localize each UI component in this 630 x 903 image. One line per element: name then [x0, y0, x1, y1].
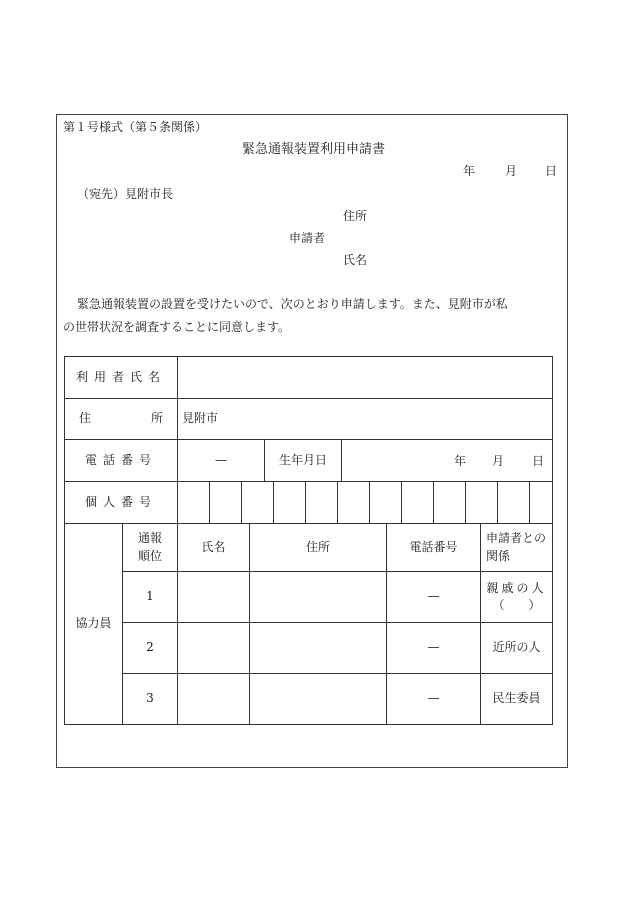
col-header-address: 住所: [249, 523, 387, 572]
body-text-line1: 緊急通報装置の設置を受けたいので、次のとおり申請します。また、見附市が私: [77, 297, 508, 311]
cooperator-name-field[interactable]: [177, 673, 250, 725]
col-header-order: 通報 順位: [122, 523, 178, 572]
phone-label: 電話番号: [64, 439, 178, 482]
col-header-relation: 申請者との 関係: [480, 523, 553, 572]
cooperator-label: 協力員: [64, 523, 123, 725]
form-number: 第１号様式（第５条関係）: [63, 120, 208, 134]
personal-number-digit[interactable]: [529, 481, 553, 524]
applicant-address-label: 住所: [343, 209, 368, 223]
cooperator-name-field[interactable]: [177, 571, 250, 623]
personal-number-digit[interactable]: [465, 481, 498, 524]
cooperator-phone-field[interactable]: —: [386, 622, 481, 674]
user-name-label: 利用者氏名: [64, 356, 178, 399]
personal-number-digit[interactable]: [305, 481, 338, 524]
form-title: 緊急通報装置利用申請書: [242, 142, 386, 157]
body-text-line2: の世帯状況を調査することに同意します。: [63, 320, 291, 334]
cooperator-relation: 近所の人: [480, 622, 553, 674]
birth-month: 月: [492, 454, 505, 468]
applicant-label: 申請者: [289, 231, 326, 245]
personal-number-digit[interactable]: [369, 481, 402, 524]
personal-number-digit[interactable]: [497, 481, 530, 524]
birthdate-label: 生年月日: [264, 439, 342, 482]
birth-day: 日: [532, 454, 545, 468]
personal-number-digit[interactable]: [433, 481, 466, 524]
phone-field[interactable]: —: [177, 439, 265, 482]
cooperator-phone-field[interactable]: —: [386, 673, 481, 725]
application-table: [65, 357, 553, 725]
birth-year: 年: [454, 454, 467, 468]
personal-number-digit[interactable]: [401, 481, 434, 524]
personal-number-label: 個人番号: [64, 481, 178, 524]
address-label: 住 所: [64, 398, 178, 440]
address-field[interactable]: 見附市: [177, 398, 553, 440]
addressee: （宛先）見附市長: [77, 187, 174, 201]
cooperator-phone-field[interactable]: —: [386, 571, 481, 623]
date-month: 月: [505, 164, 518, 178]
personal-number-digit[interactable]: [241, 481, 274, 524]
col-header-phone: 電話番号: [386, 523, 481, 572]
cooperator-order: 2: [122, 622, 178, 674]
personal-number-digit[interactable]: [209, 481, 242, 524]
personal-number-digit[interactable]: [337, 481, 370, 524]
date-day: 日: [545, 164, 558, 178]
cooperator-name-field[interactable]: [177, 622, 250, 674]
col-header-name: 氏名: [177, 523, 250, 572]
personal-number-digit[interactable]: [273, 481, 306, 524]
form-frame: [56, 114, 568, 768]
birthdate-field[interactable]: [341, 439, 553, 482]
date-year: 年: [463, 164, 476, 178]
cooperator-relation: 民生委員: [480, 673, 553, 725]
cooperator-address-field[interactable]: [249, 622, 387, 674]
user-name-field[interactable]: [177, 356, 553, 399]
cooperator-order: 1: [122, 571, 178, 623]
cooperator-order: 3: [122, 673, 178, 725]
applicant-name-label: 氏名: [343, 253, 368, 267]
cooperator-address-field[interactable]: [249, 571, 387, 623]
cooperator-address-field[interactable]: [249, 673, 387, 725]
cooperator-relation: 親戚の人 （ ）: [480, 571, 553, 623]
personal-number-digit[interactable]: [177, 481, 210, 524]
